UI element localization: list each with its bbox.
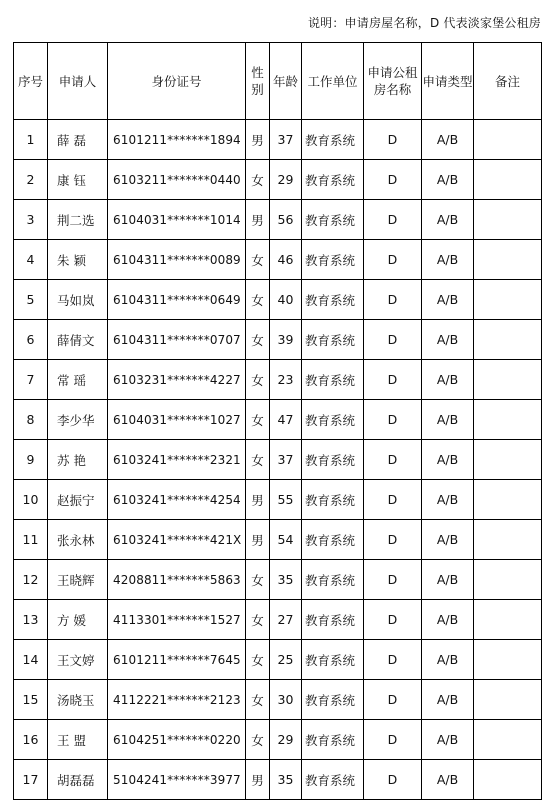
cell-id-number: 6103241*******2321 bbox=[108, 440, 246, 480]
cell-seq: 12 bbox=[14, 560, 48, 600]
cell-remarks bbox=[474, 320, 542, 360]
cell-house-name: D bbox=[364, 400, 422, 440]
cell-work-unit: 教育系统 bbox=[302, 480, 364, 520]
cell-age: 30 bbox=[270, 680, 302, 720]
header-age: 年龄 bbox=[270, 43, 302, 120]
cell-remarks bbox=[474, 400, 542, 440]
cell-gender: 女 bbox=[246, 280, 270, 320]
cell-remarks bbox=[474, 680, 542, 720]
cell-gender: 女 bbox=[246, 160, 270, 200]
cell-seq: 9 bbox=[14, 440, 48, 480]
cell-apply-type: A/B bbox=[422, 280, 474, 320]
cell-age: 25 bbox=[270, 640, 302, 680]
cell-id-number: 4113301*******1527 bbox=[108, 600, 246, 640]
cell-gender: 男 bbox=[246, 760, 270, 800]
cell-work-unit: 教育系统 bbox=[302, 560, 364, 600]
cell-id-number: 4112221*******2123 bbox=[108, 680, 246, 720]
cell-remarks bbox=[474, 560, 542, 600]
table-row bbox=[14, 720, 542, 760]
cell-house-name: D bbox=[364, 440, 422, 480]
cell-gender: 女 bbox=[246, 640, 270, 680]
cell-applicant: 马如岚 bbox=[48, 280, 108, 320]
cell-house-name: D bbox=[364, 320, 422, 360]
cell-applicant: 苏 艳 bbox=[48, 440, 108, 480]
cell-seq: 5 bbox=[14, 280, 48, 320]
cell-applicant: 汤晓玉 bbox=[48, 680, 108, 720]
cell-remarks bbox=[474, 440, 542, 480]
table-row bbox=[14, 440, 542, 480]
cell-applicant: 康 钰 bbox=[48, 160, 108, 200]
cell-applicant: 胡磊磊 bbox=[48, 760, 108, 800]
cell-remarks bbox=[474, 360, 542, 400]
cell-age: 29 bbox=[270, 160, 302, 200]
cell-apply-type: A/B bbox=[422, 520, 474, 560]
cell-id-number: 6103231*******4227 bbox=[108, 360, 246, 400]
table-row bbox=[14, 600, 542, 640]
cell-age: 56 bbox=[270, 200, 302, 240]
cell-apply-type: A/B bbox=[422, 200, 474, 240]
applicant-table bbox=[13, 42, 542, 800]
cell-id-number: 5104241*******3977 bbox=[108, 760, 246, 800]
header-work-unit: 工作单位 bbox=[302, 43, 364, 120]
table-row bbox=[14, 240, 542, 280]
cell-age: 37 bbox=[270, 120, 302, 160]
cell-age: 23 bbox=[270, 360, 302, 400]
cell-gender: 女 bbox=[246, 600, 270, 640]
cell-apply-type: A/B bbox=[422, 680, 474, 720]
cell-seq: 15 bbox=[14, 680, 48, 720]
cell-age: 37 bbox=[270, 440, 302, 480]
cell-house-name: D bbox=[364, 360, 422, 400]
cell-id-number: 6104031*******1027 bbox=[108, 400, 246, 440]
cell-age: 54 bbox=[270, 520, 302, 560]
header-gender: 性别 bbox=[246, 43, 270, 120]
table-row bbox=[14, 320, 542, 360]
cell-applicant: 王 盟 bbox=[48, 720, 108, 760]
table-row bbox=[14, 680, 542, 720]
cell-house-name: D bbox=[364, 720, 422, 760]
cell-work-unit: 教育系统 bbox=[302, 280, 364, 320]
cell-gender: 女 bbox=[246, 360, 270, 400]
cell-id-number: 6104311*******0707 bbox=[108, 320, 246, 360]
table-row bbox=[14, 160, 542, 200]
cell-applicant: 薛倩文 bbox=[48, 320, 108, 360]
cell-id-number: 6104031*******1014 bbox=[108, 200, 246, 240]
cell-work-unit: 教育系统 bbox=[302, 240, 364, 280]
cell-work-unit: 教育系统 bbox=[302, 680, 364, 720]
cell-house-name: D bbox=[364, 240, 422, 280]
header-id-number: 身份证号 bbox=[108, 43, 246, 120]
table-row bbox=[14, 280, 542, 320]
cell-seq: 1 bbox=[14, 120, 48, 160]
cell-house-name: D bbox=[364, 760, 422, 800]
table-row bbox=[14, 400, 542, 440]
cell-seq: 16 bbox=[14, 720, 48, 760]
cell-apply-type: A/B bbox=[422, 600, 474, 640]
header-row bbox=[14, 43, 542, 120]
cell-work-unit: 教育系统 bbox=[302, 440, 364, 480]
cell-age: 35 bbox=[270, 560, 302, 600]
cell-gender: 男 bbox=[246, 480, 270, 520]
cell-remarks bbox=[474, 640, 542, 680]
cell-gender: 男 bbox=[246, 520, 270, 560]
cell-seq: 17 bbox=[14, 760, 48, 800]
cell-remarks bbox=[474, 160, 542, 200]
cell-id-number: 6103241*******421X bbox=[108, 520, 246, 560]
cell-gender: 女 bbox=[246, 680, 270, 720]
cell-work-unit: 教育系统 bbox=[302, 720, 364, 760]
cell-house-name: D bbox=[364, 120, 422, 160]
cell-remarks bbox=[474, 520, 542, 560]
cell-applicant: 赵振宁 bbox=[48, 480, 108, 520]
header-applicant: 申请人 bbox=[48, 43, 108, 120]
cell-gender: 女 bbox=[246, 320, 270, 360]
header-remarks: 备注 bbox=[474, 43, 542, 120]
cell-apply-type: A/B bbox=[422, 440, 474, 480]
table-body bbox=[14, 120, 542, 800]
cell-seq: 11 bbox=[14, 520, 48, 560]
table-row bbox=[14, 520, 542, 560]
cell-id-number: 6104251*******0220 bbox=[108, 720, 246, 760]
cell-remarks bbox=[474, 600, 542, 640]
cell-applicant: 方 媛 bbox=[48, 600, 108, 640]
cell-seq: 14 bbox=[14, 640, 48, 680]
cell-work-unit: 教育系统 bbox=[302, 760, 364, 800]
cell-house-name: D bbox=[364, 480, 422, 520]
cell-seq: 10 bbox=[14, 480, 48, 520]
cell-house-name: D bbox=[364, 560, 422, 600]
cell-work-unit: 教育系统 bbox=[302, 160, 364, 200]
table-row bbox=[14, 480, 542, 520]
cell-house-name: D bbox=[364, 640, 422, 680]
cell-applicant: 常 瑶 bbox=[48, 360, 108, 400]
cell-apply-type: A/B bbox=[422, 720, 474, 760]
cell-apply-type: A/B bbox=[422, 400, 474, 440]
cell-applicant: 朱 颖 bbox=[48, 240, 108, 280]
cell-age: 39 bbox=[270, 320, 302, 360]
cell-work-unit: 教育系统 bbox=[302, 120, 364, 160]
table-row bbox=[14, 760, 542, 800]
cell-applicant: 王文婷 bbox=[48, 640, 108, 680]
cell-house-name: D bbox=[364, 680, 422, 720]
cell-house-name: D bbox=[364, 200, 422, 240]
cell-gender: 男 bbox=[246, 120, 270, 160]
cell-applicant: 薛 磊 bbox=[48, 120, 108, 160]
cell-remarks bbox=[474, 280, 542, 320]
cell-id-number: 6104311*******0649 bbox=[108, 280, 246, 320]
cell-age: 27 bbox=[270, 600, 302, 640]
cell-seq: 7 bbox=[14, 360, 48, 400]
table-row bbox=[14, 120, 542, 160]
header-apply-type: 申请类型 bbox=[422, 43, 474, 120]
cell-apply-type: A/B bbox=[422, 160, 474, 200]
cell-apply-type: A/B bbox=[422, 560, 474, 600]
table-row bbox=[14, 360, 542, 400]
cell-apply-type: A/B bbox=[422, 480, 474, 520]
cell-gender: 女 bbox=[246, 560, 270, 600]
cell-seq: 8 bbox=[14, 400, 48, 440]
table-row bbox=[14, 560, 542, 600]
cell-house-name: D bbox=[364, 600, 422, 640]
cell-id-number: 6101211*******7645 bbox=[108, 640, 246, 680]
cell-age: 55 bbox=[270, 480, 302, 520]
cell-apply-type: A/B bbox=[422, 320, 474, 360]
cell-work-unit: 教育系统 bbox=[302, 520, 364, 560]
cell-remarks bbox=[474, 480, 542, 520]
cell-remarks bbox=[474, 760, 542, 800]
cell-remarks bbox=[474, 120, 542, 160]
table-note: 说明：申请房屋名称，D 代表淡家堡公租房 bbox=[307, 16, 541, 30]
cell-gender: 女 bbox=[246, 400, 270, 440]
cell-work-unit: 教育系统 bbox=[302, 360, 364, 400]
cell-apply-type: A/B bbox=[422, 640, 474, 680]
table-row bbox=[14, 200, 542, 240]
cell-gender: 女 bbox=[246, 440, 270, 480]
cell-apply-type: A/B bbox=[422, 760, 474, 800]
cell-id-number: 6103241*******4254 bbox=[108, 480, 246, 520]
cell-id-number: 6103211*******0440 bbox=[108, 160, 246, 200]
cell-applicant: 张永林 bbox=[48, 520, 108, 560]
cell-house-name: D bbox=[364, 160, 422, 200]
cell-age: 29 bbox=[270, 720, 302, 760]
cell-gender: 女 bbox=[246, 720, 270, 760]
cell-remarks bbox=[474, 720, 542, 760]
cell-seq: 3 bbox=[14, 200, 48, 240]
cell-seq: 13 bbox=[14, 600, 48, 640]
cell-applicant: 王晓辉 bbox=[48, 560, 108, 600]
cell-house-name: D bbox=[364, 520, 422, 560]
table-header bbox=[14, 43, 542, 120]
cell-apply-type: A/B bbox=[422, 360, 474, 400]
cell-gender: 女 bbox=[246, 240, 270, 280]
cell-work-unit: 教育系统 bbox=[302, 600, 364, 640]
cell-gender: 男 bbox=[246, 200, 270, 240]
cell-work-unit: 教育系统 bbox=[302, 320, 364, 360]
cell-id-number: 6101211*******1894 bbox=[108, 120, 246, 160]
cell-apply-type: A/B bbox=[422, 240, 474, 280]
table-row bbox=[14, 640, 542, 680]
cell-seq: 2 bbox=[14, 160, 48, 200]
cell-remarks bbox=[474, 200, 542, 240]
cell-work-unit: 教育系统 bbox=[302, 640, 364, 680]
cell-seq: 6 bbox=[14, 320, 48, 360]
cell-work-unit: 教育系统 bbox=[302, 400, 364, 440]
cell-age: 40 bbox=[270, 280, 302, 320]
cell-work-unit: 教育系统 bbox=[302, 200, 364, 240]
header-house-name: 申请公租房名称 bbox=[364, 43, 422, 120]
header-seq: 序号 bbox=[14, 43, 48, 120]
cell-seq: 4 bbox=[14, 240, 48, 280]
cell-applicant: 荆二选 bbox=[48, 200, 108, 240]
cell-id-number: 6104311*******0089 bbox=[108, 240, 246, 280]
cell-age: 35 bbox=[270, 760, 302, 800]
cell-id-number: 4208811*******5863 bbox=[108, 560, 246, 600]
cell-age: 47 bbox=[270, 400, 302, 440]
cell-applicant: 李少华 bbox=[48, 400, 108, 440]
cell-house-name: D bbox=[364, 280, 422, 320]
cell-apply-type: A/B bbox=[422, 120, 474, 160]
cell-remarks bbox=[474, 240, 542, 280]
cell-age: 46 bbox=[270, 240, 302, 280]
